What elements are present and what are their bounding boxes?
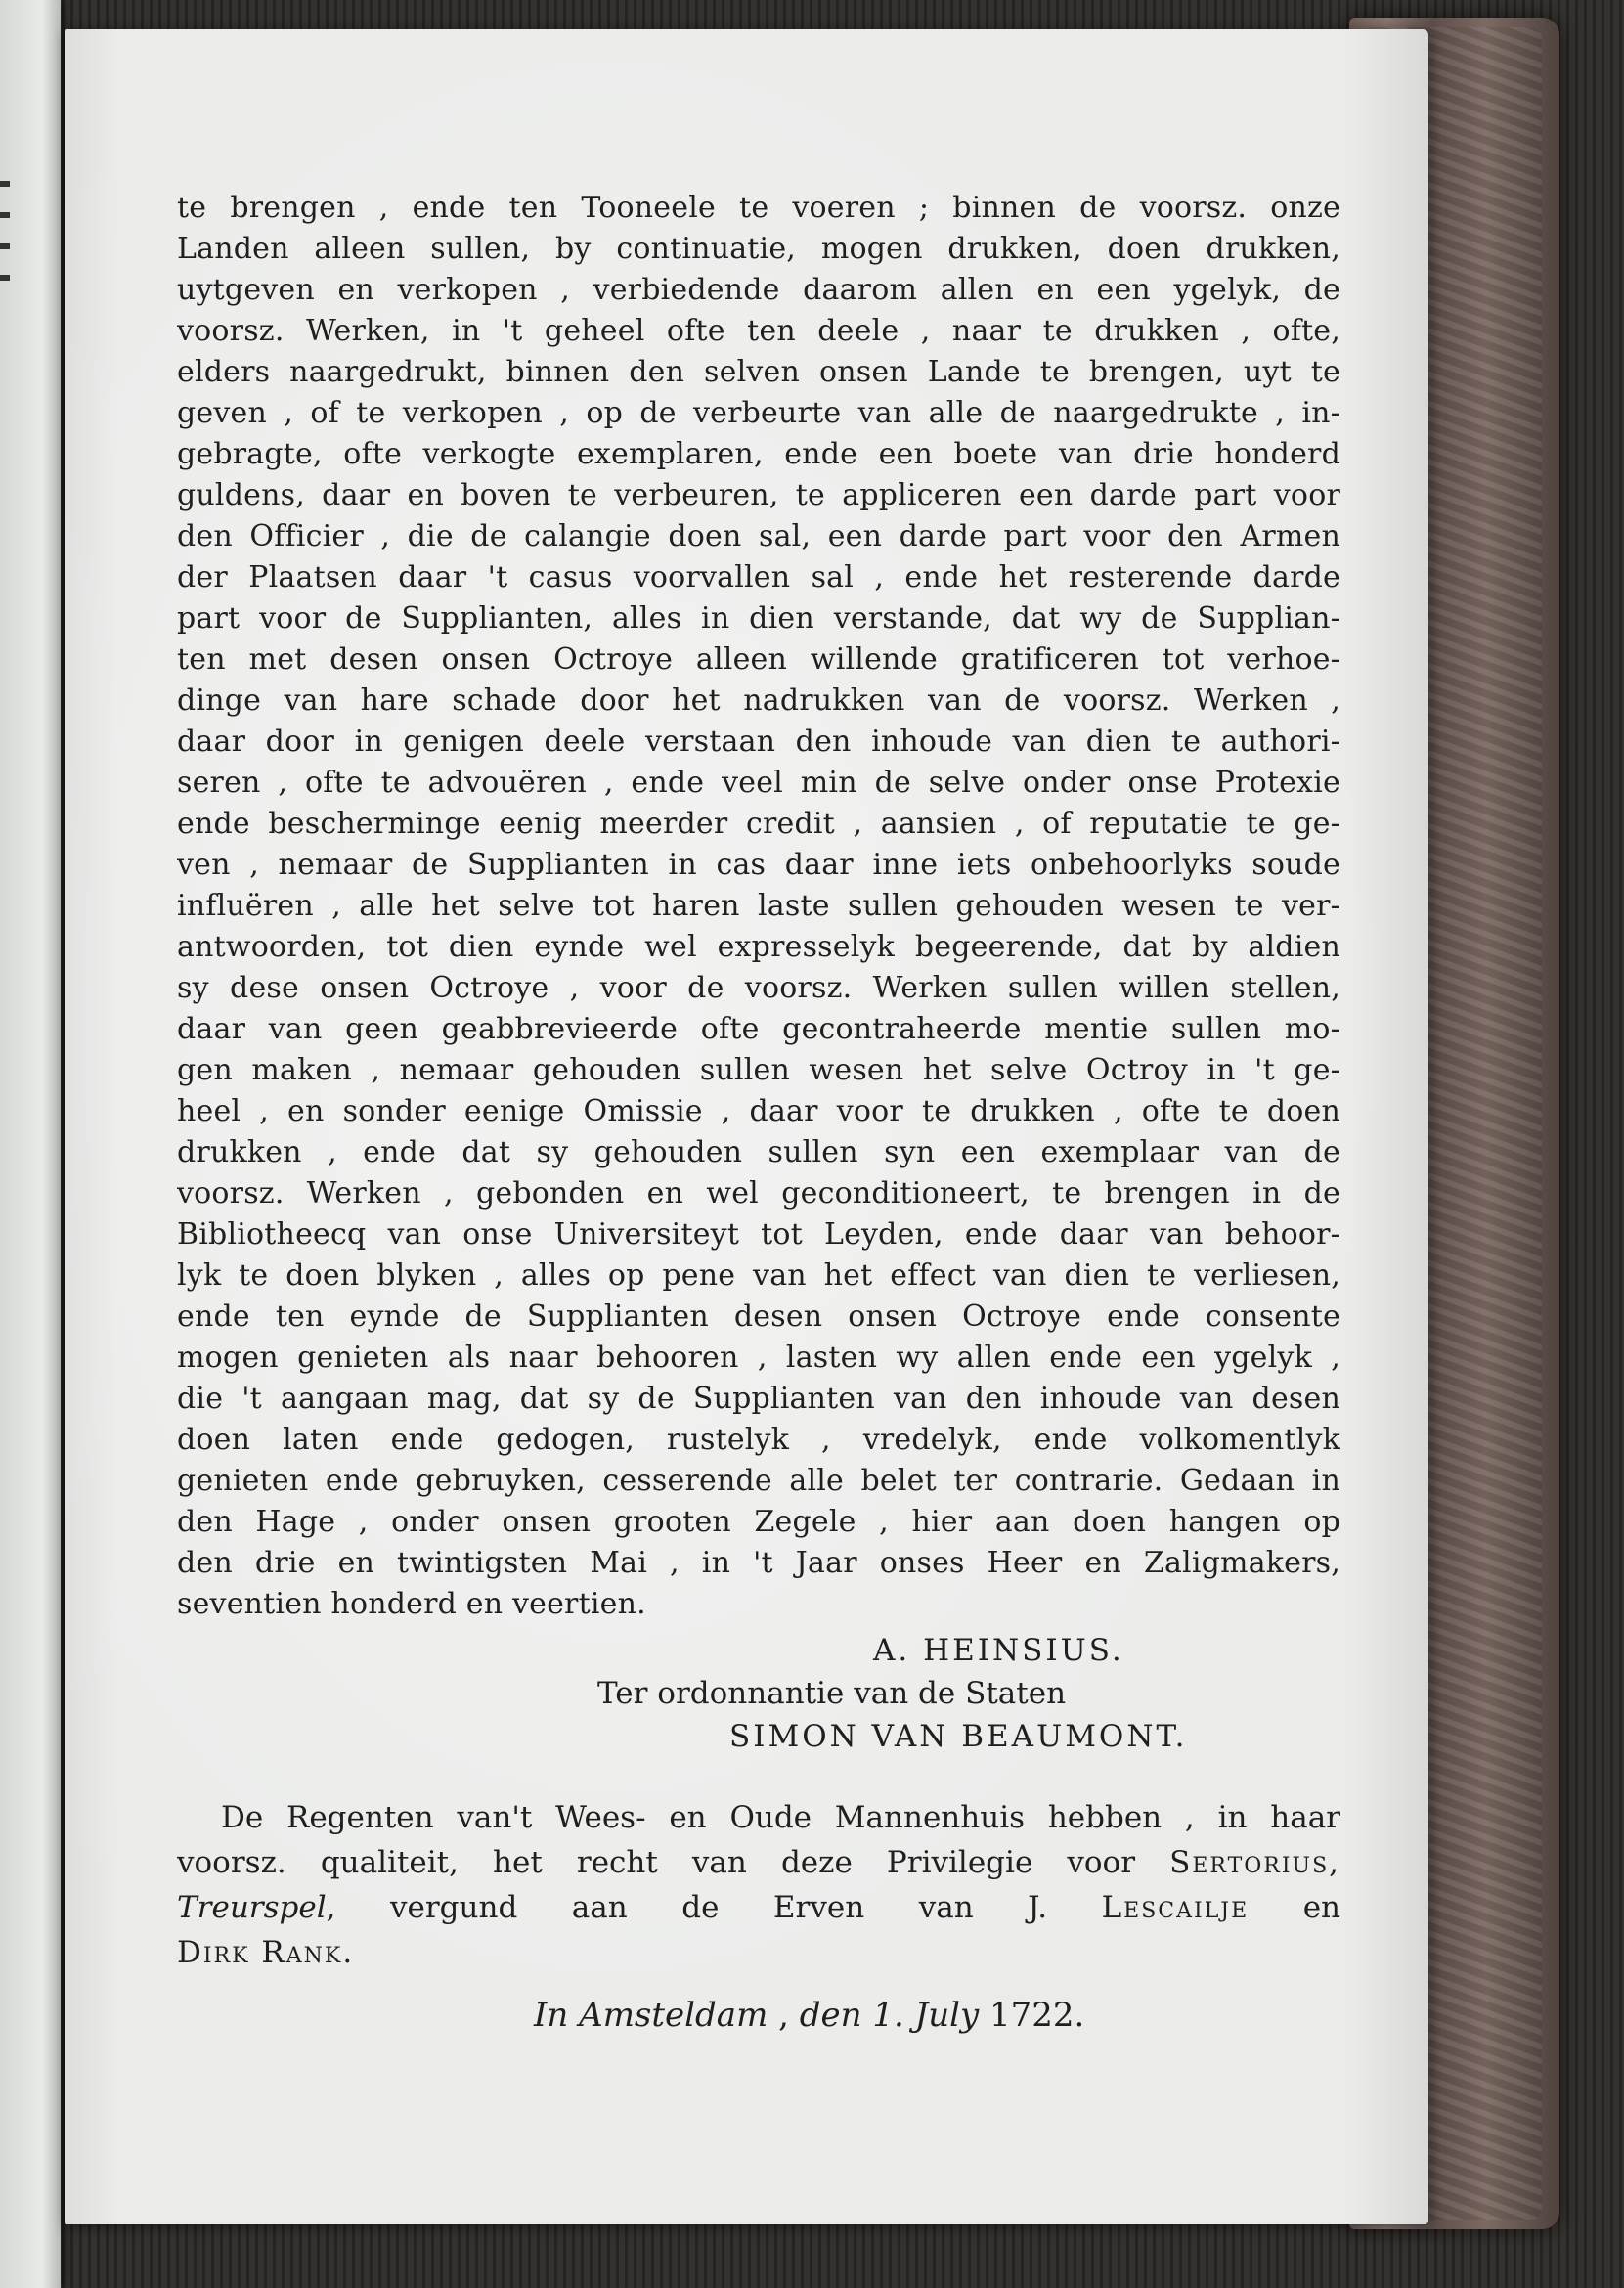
dateline-year: 1722. — [979, 1996, 1085, 2035]
publisher-dirk-rank: Dirk Rank. — [177, 1935, 355, 1970]
text-line: gen maken , nemaar gehouden sullen wesen het selve Octroy in 't ge- — [177, 1053, 1340, 1087]
text-line: De Regenten van't Wees- en Oude Mannenhuis hebben , in haar — [221, 1800, 1340, 1835]
signature-ordonnantie: Ter ordonnantie van de Staten — [597, 1676, 1067, 1711]
signature-beaumont: SIMON VAN BEAUMONT. — [729, 1719, 1188, 1754]
text-line: ende ten eynde de Supplianten desen onsen Octroye ende consente — [177, 1299, 1340, 1334]
text-line: daar van geen geabbrevieerde ofte gecontraheerde mentie sullen mo- — [177, 1012, 1340, 1046]
privilege-paragraph — [177, 188, 1340, 1625]
text-line: uytgeven en verkopen , verbiedende daarom allen en een ygelyk, de — [177, 273, 1340, 307]
left-page-print-marks — [0, 181, 10, 288]
signature-heinsius: A. HEINSIUS. — [873, 1633, 1124, 1668]
text-line: ven , nemaar de Supplianten in cas daar inne iets onbehoorlyks soude — [177, 848, 1340, 882]
text-line: te brengen , ende ten Tooneele te voeren ; binnen de voorsz. onze — [177, 191, 1340, 225]
text-line: mogen genieten als naar behooren , lasten wy allen ende een ygelyk , — [177, 1341, 1340, 1375]
text-line: antwoorden, tot dien eynde wel expresselyk begeerende, dat by aldien — [177, 930, 1340, 964]
text-line: heel , en sonder eenige Omissie , daar voor te drukken , ofte te doen — [177, 1094, 1340, 1128]
page-text-block — [177, 188, 1340, 2042]
text-line: dinge van hare schade door het nadrukken van de voorsz. Werken , — [177, 683, 1340, 718]
genre-treurspel: Treurspel — [177, 1890, 327, 1925]
text-line: gebragte, ofte verkogte exemplaren, ende een boete van drie honderd — [177, 437, 1340, 471]
text-line: doen laten ende gedogen, rustelyk , vredelyk, ende volkomentlyk — [177, 1423, 1340, 1457]
text-line: genieten ende gebruyken, cesserende alle belet ter contrarie. Gedaan in — [177, 1464, 1340, 1498]
play-title-sertorius: Sertorius, — [1169, 1845, 1340, 1880]
text-line: der Plaatsen daar 't casus voorvallen sal , ende het resterende darde — [177, 560, 1340, 594]
text-line: voorsz. Werken , gebonden en wel geconditioneert, te brengen in de — [177, 1176, 1340, 1210]
text-line: drukken , ende dat sy gehouden sullen syn een exemplaar van de — [177, 1135, 1340, 1169]
text-line: seventien honderd en veertien. — [177, 1587, 646, 1621]
text-line: voorsz. Werken, in 't geheel ofte ten deele , naar te drukken , ofte, — [177, 314, 1340, 348]
text-line: influëren , alle het selve tot haren laste sullen gehouden wesen te ver- — [177, 889, 1340, 923]
text-line: part voor de Supplianten, alles in dien verstande, dat wy de Supplian- — [177, 601, 1340, 636]
text-line: die 't aangaan mag, dat sy de Supplianten van den inhoude van desen — [177, 1382, 1340, 1416]
signature-block — [177, 1629, 1340, 1758]
text-line: daar door in genigen deele verstaan den inhoude van dien te authori- — [177, 725, 1340, 759]
regenten-text: voorsz. qualiteit, het recht van deze Privilegie voor — [177, 1845, 1170, 1880]
regenten-paragraph — [177, 1795, 1340, 1975]
text-line: guldens, daar en boven te verbeuren, te appliceren een darde part voor — [177, 478, 1340, 512]
dateline-separator: , — [768, 1996, 800, 2035]
text-line — [177, 1930, 1340, 1975]
dateline-place: In Amsteldam — [534, 1996, 768, 2035]
publisher-lescailje: Lescailje — [1101, 1890, 1250, 1925]
text-line: sy dese onsen Octroye , voor de voorsz. Werken sullen willen stellen, — [177, 971, 1340, 1005]
text-line: ten met desen onsen Octroye alleen willende gratificeren tot verhoe- — [177, 642, 1340, 677]
text-line: den drie en twintigsten Mai , in 't Jaar onses Heer en Zaligmakers, — [177, 1546, 1340, 1580]
text-line: geven , of te verkopen , op de verbeurte van alle de naargedrukte , in- — [177, 396, 1340, 430]
regenten-text: en — [1249, 1890, 1340, 1925]
text-line: seren , ofte te advouëren , ende veel min de selve onder onse Protexie — [177, 766, 1340, 800]
book-page — [65, 29, 1428, 2224]
regenten-text: , vergund aan de Erven van J. — [326, 1890, 1102, 1925]
text-line: den Hage , onder onsen grooten Zegele , hier aan doen hangen op — [177, 1505, 1340, 1539]
text-line — [177, 1885, 1340, 1930]
text-line — [177, 1840, 1340, 1885]
left-page-edge — [0, 0, 61, 2288]
text-line: Bibliotheecq van onse Universiteyt tot Leyden, ende daar van behoor- — [177, 1217, 1340, 1252]
text-line: elders naargedrukt, binnen den selven onsen Lande te brengen, uyt te — [177, 355, 1340, 389]
text-line: ende beschermingе eenig meerder credit , aansien , of reputatie te ge- — [177, 807, 1340, 841]
text-line: Landen alleen sullen, by continuatie, mogen drukken, doen drukken, — [177, 232, 1340, 266]
dateline — [177, 1989, 1340, 2042]
text-line: lyk te doen blyken , alles op pene van het effect van dien te verliesen, — [177, 1258, 1340, 1293]
text-line: den Officier , die de calangie doen sal, een darde part voor den Armen — [177, 519, 1340, 553]
dateline-date: den 1. July — [799, 1996, 980, 2035]
